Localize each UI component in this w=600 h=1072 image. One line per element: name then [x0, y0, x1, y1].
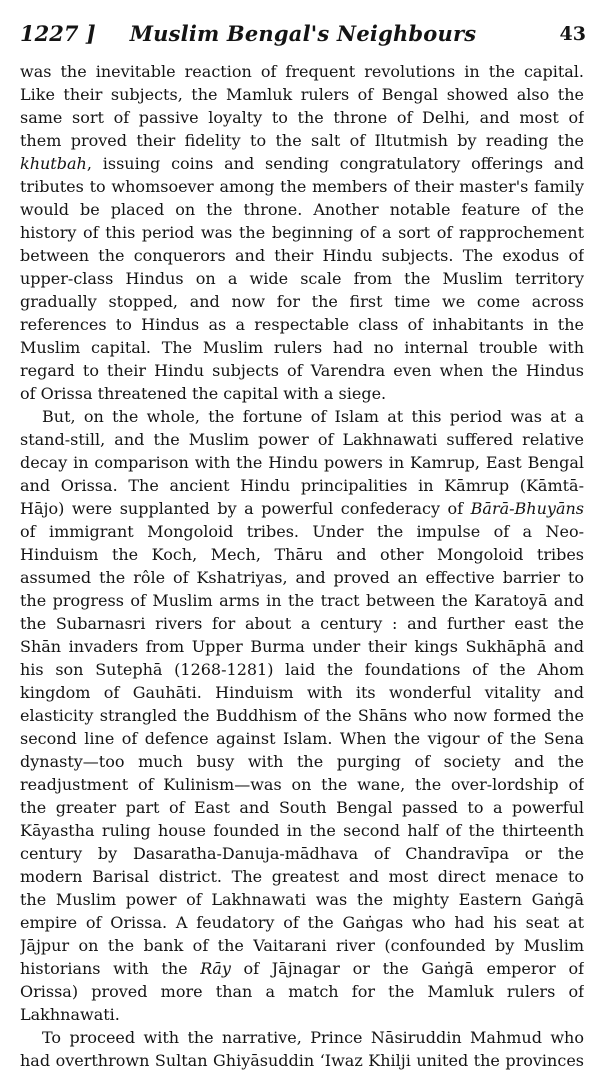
text-fragment: kingdom of Gauhāti. Hinduism with its wonderful vitality and	[20, 683, 584, 702]
text-line	[20, 589, 584, 612]
text-line	[20, 842, 584, 865]
text-fragment: his son Sutephā (1268-1281) laid the foundations of the Ahom	[20, 660, 584, 679]
text-fragment: was the inevitable reaction of frequent revolutions in the capital.	[20, 62, 584, 81]
page-number: 43	[559, 23, 586, 45]
text-fragment: Kāyastha ruling house founded in the second half of the thirteenth	[20, 821, 584, 840]
text-fragment: would be placed on the throne. Another notable feature of the	[20, 200, 584, 219]
text-line	[20, 543, 584, 566]
text-line	[20, 267, 584, 290]
text-fragment: , issuing coins and sending congratulatory offerings and	[86, 154, 584, 173]
text-line	[20, 773, 584, 796]
text-line	[20, 888, 584, 911]
text-line	[20, 60, 584, 83]
text-fragment: the Muslim power of Lakhnawati was the mighty Eastern Gaṅgā	[20, 890, 584, 909]
text-fragment: tributes to whomsoever among the members of their master's family	[20, 177, 584, 196]
italic-term: khutbah	[20, 154, 87, 173]
text-line	[20, 635, 584, 658]
text-line	[20, 980, 584, 1003]
text-line	[20, 750, 584, 773]
text-line	[20, 359, 584, 382]
text-line	[20, 1026, 584, 1049]
text-fragment: century by Dasaratha-Danuja-mādhava of Chandravīpa or the	[20, 844, 584, 863]
text-line	[20, 727, 584, 750]
text-line	[20, 1003, 584, 1026]
text-line	[20, 290, 584, 313]
text-fragment: of Orissa threatened the capital with a siege.	[20, 384, 387, 403]
body-text	[20, 60, 584, 1072]
text-fragment: readjustment of Kulinism—was on the wane, the over-lordship of	[20, 775, 584, 794]
text-fragment: the greater part of East and South Bengal passed to a powerful	[20, 798, 584, 817]
text-fragment: historians with the	[20, 959, 201, 978]
text-line	[20, 497, 584, 520]
text-fragment: Hinduism the Koch, Mech, Thāru and other Mongoloid tribes	[20, 545, 584, 564]
text-fragment: between the conquerors and their Hindu subjects. The exodus of	[20, 246, 584, 265]
text-fragment: Jājpur on the bank of the Vaitarani river (confounded by Muslim	[20, 936, 584, 955]
text-line	[20, 83, 584, 106]
text-fragment: had overthrown Sultan Ghiyāsuddin ‘Iwaz Khilji united the provinces	[20, 1051, 584, 1070]
text-line	[20, 681, 584, 704]
running-title: Muslim Bengal's Neighbours	[129, 21, 477, 46]
text-fragment: second line of defence against Islam. When the vigour of the Sena	[20, 729, 584, 748]
text-line	[20, 221, 584, 244]
text-fragment: them proved their fidelity to the salt of Iltutmish by reading the	[20, 131, 584, 150]
text-line	[20, 865, 584, 888]
text-fragment: the Subarnasri rivers for about a century : and further east the	[20, 614, 584, 633]
text-fragment: decay in comparison with the Hindu powers in Kamrup, East Bengal	[20, 453, 584, 472]
text-fragment: Like their subjects, the Mamluk rulers of Bengal showed also the	[20, 85, 584, 104]
text-line	[20, 1049, 584, 1072]
text-fragment: the progress of Muslim arms in the tract between the Karatoyā and	[20, 591, 584, 610]
text-line	[20, 911, 584, 934]
text-fragment: Lakhnawati.	[20, 1005, 120, 1024]
text-fragment: modern Barisal district. The greatest and most direct menace to	[20, 867, 584, 886]
text-fragment: stand-still, and the Muslim power of Lakhnawati suffered relative	[20, 430, 584, 449]
text-line	[20, 152, 584, 175]
text-fragment: But, on the whole, the fortune of Islam at this period was at a	[42, 407, 584, 426]
text-line	[20, 658, 584, 681]
chapter-year-marker: 1227 ]	[20, 21, 96, 46]
text-fragment: Shān invaders from Upper Burma under their kings Sukhāphā and	[20, 637, 584, 656]
text-fragment: Orissa) proved more than a match for the Mamluk rulers of	[20, 982, 584, 1001]
text-fragment: Hājo) were supplanted by a powerful confederacy of	[20, 499, 471, 518]
text-line	[20, 566, 584, 589]
text-line	[20, 520, 584, 543]
text-fragment: assumed the rôle of Kshatriyas, and proved an effective barrier to	[20, 568, 584, 587]
text-line	[20, 474, 584, 497]
italic-term: Rāy	[200, 959, 231, 978]
text-fragment: gradually stopped, and now for the first time we come across	[20, 292, 584, 311]
text-fragment: upper-class Hindus on a wide scale from the Muslim territory	[20, 269, 584, 288]
running-head	[20, 18, 586, 50]
text-fragment: empire of Orissa. A feudatory of the Gaṅgas who had his seat at	[20, 913, 584, 932]
text-fragment: references to Hindus as a respectable class of inhabitants in the	[20, 315, 584, 334]
text-fragment: To proceed with the narrative, Prince Nāsiruddin Mahmud who	[42, 1028, 584, 1047]
text-fragment: dynasty—too much busy with the purging of society and the	[20, 752, 584, 771]
text-line	[20, 428, 584, 451]
italic-term: Bārā-Bhuyāns	[470, 499, 584, 518]
text-line	[20, 106, 584, 129]
text-fragment: Muslim capital. The Muslim rulers had no internal trouble with	[20, 338, 584, 357]
text-line	[20, 336, 584, 359]
text-line	[20, 934, 584, 957]
text-fragment: history of this period was the beginning of a sort of rapprochement	[20, 223, 584, 242]
text-fragment: of immigrant Mongoloid tribes. Under the impulse of a Neo-	[20, 522, 584, 541]
text-line	[20, 175, 584, 198]
text-line	[20, 451, 584, 474]
text-fragment: elasticity strangled the Buddhism of the Shāns who now formed the	[20, 706, 584, 725]
text-line	[20, 819, 584, 842]
text-line	[20, 382, 584, 405]
text-line	[20, 796, 584, 819]
text-line	[20, 405, 584, 428]
text-line	[20, 957, 584, 980]
text-line	[20, 612, 584, 635]
text-fragment: regard to their Hindu subjects of Varendra even when the Hindus	[20, 361, 584, 380]
text-fragment: of Jājnagar or the Gaṅgā emperor of	[230, 959, 584, 978]
text-line	[20, 704, 584, 727]
text-line	[20, 313, 584, 336]
text-fragment: and Orissa. The ancient Hindu principalities in Kāmrup (Kāmtā-	[20, 476, 584, 495]
text-line	[20, 244, 584, 267]
text-line	[20, 129, 584, 152]
text-line	[20, 198, 584, 221]
text-fragment: same sort of passive loyalty to the throne of Delhi, and most of	[20, 108, 584, 127]
